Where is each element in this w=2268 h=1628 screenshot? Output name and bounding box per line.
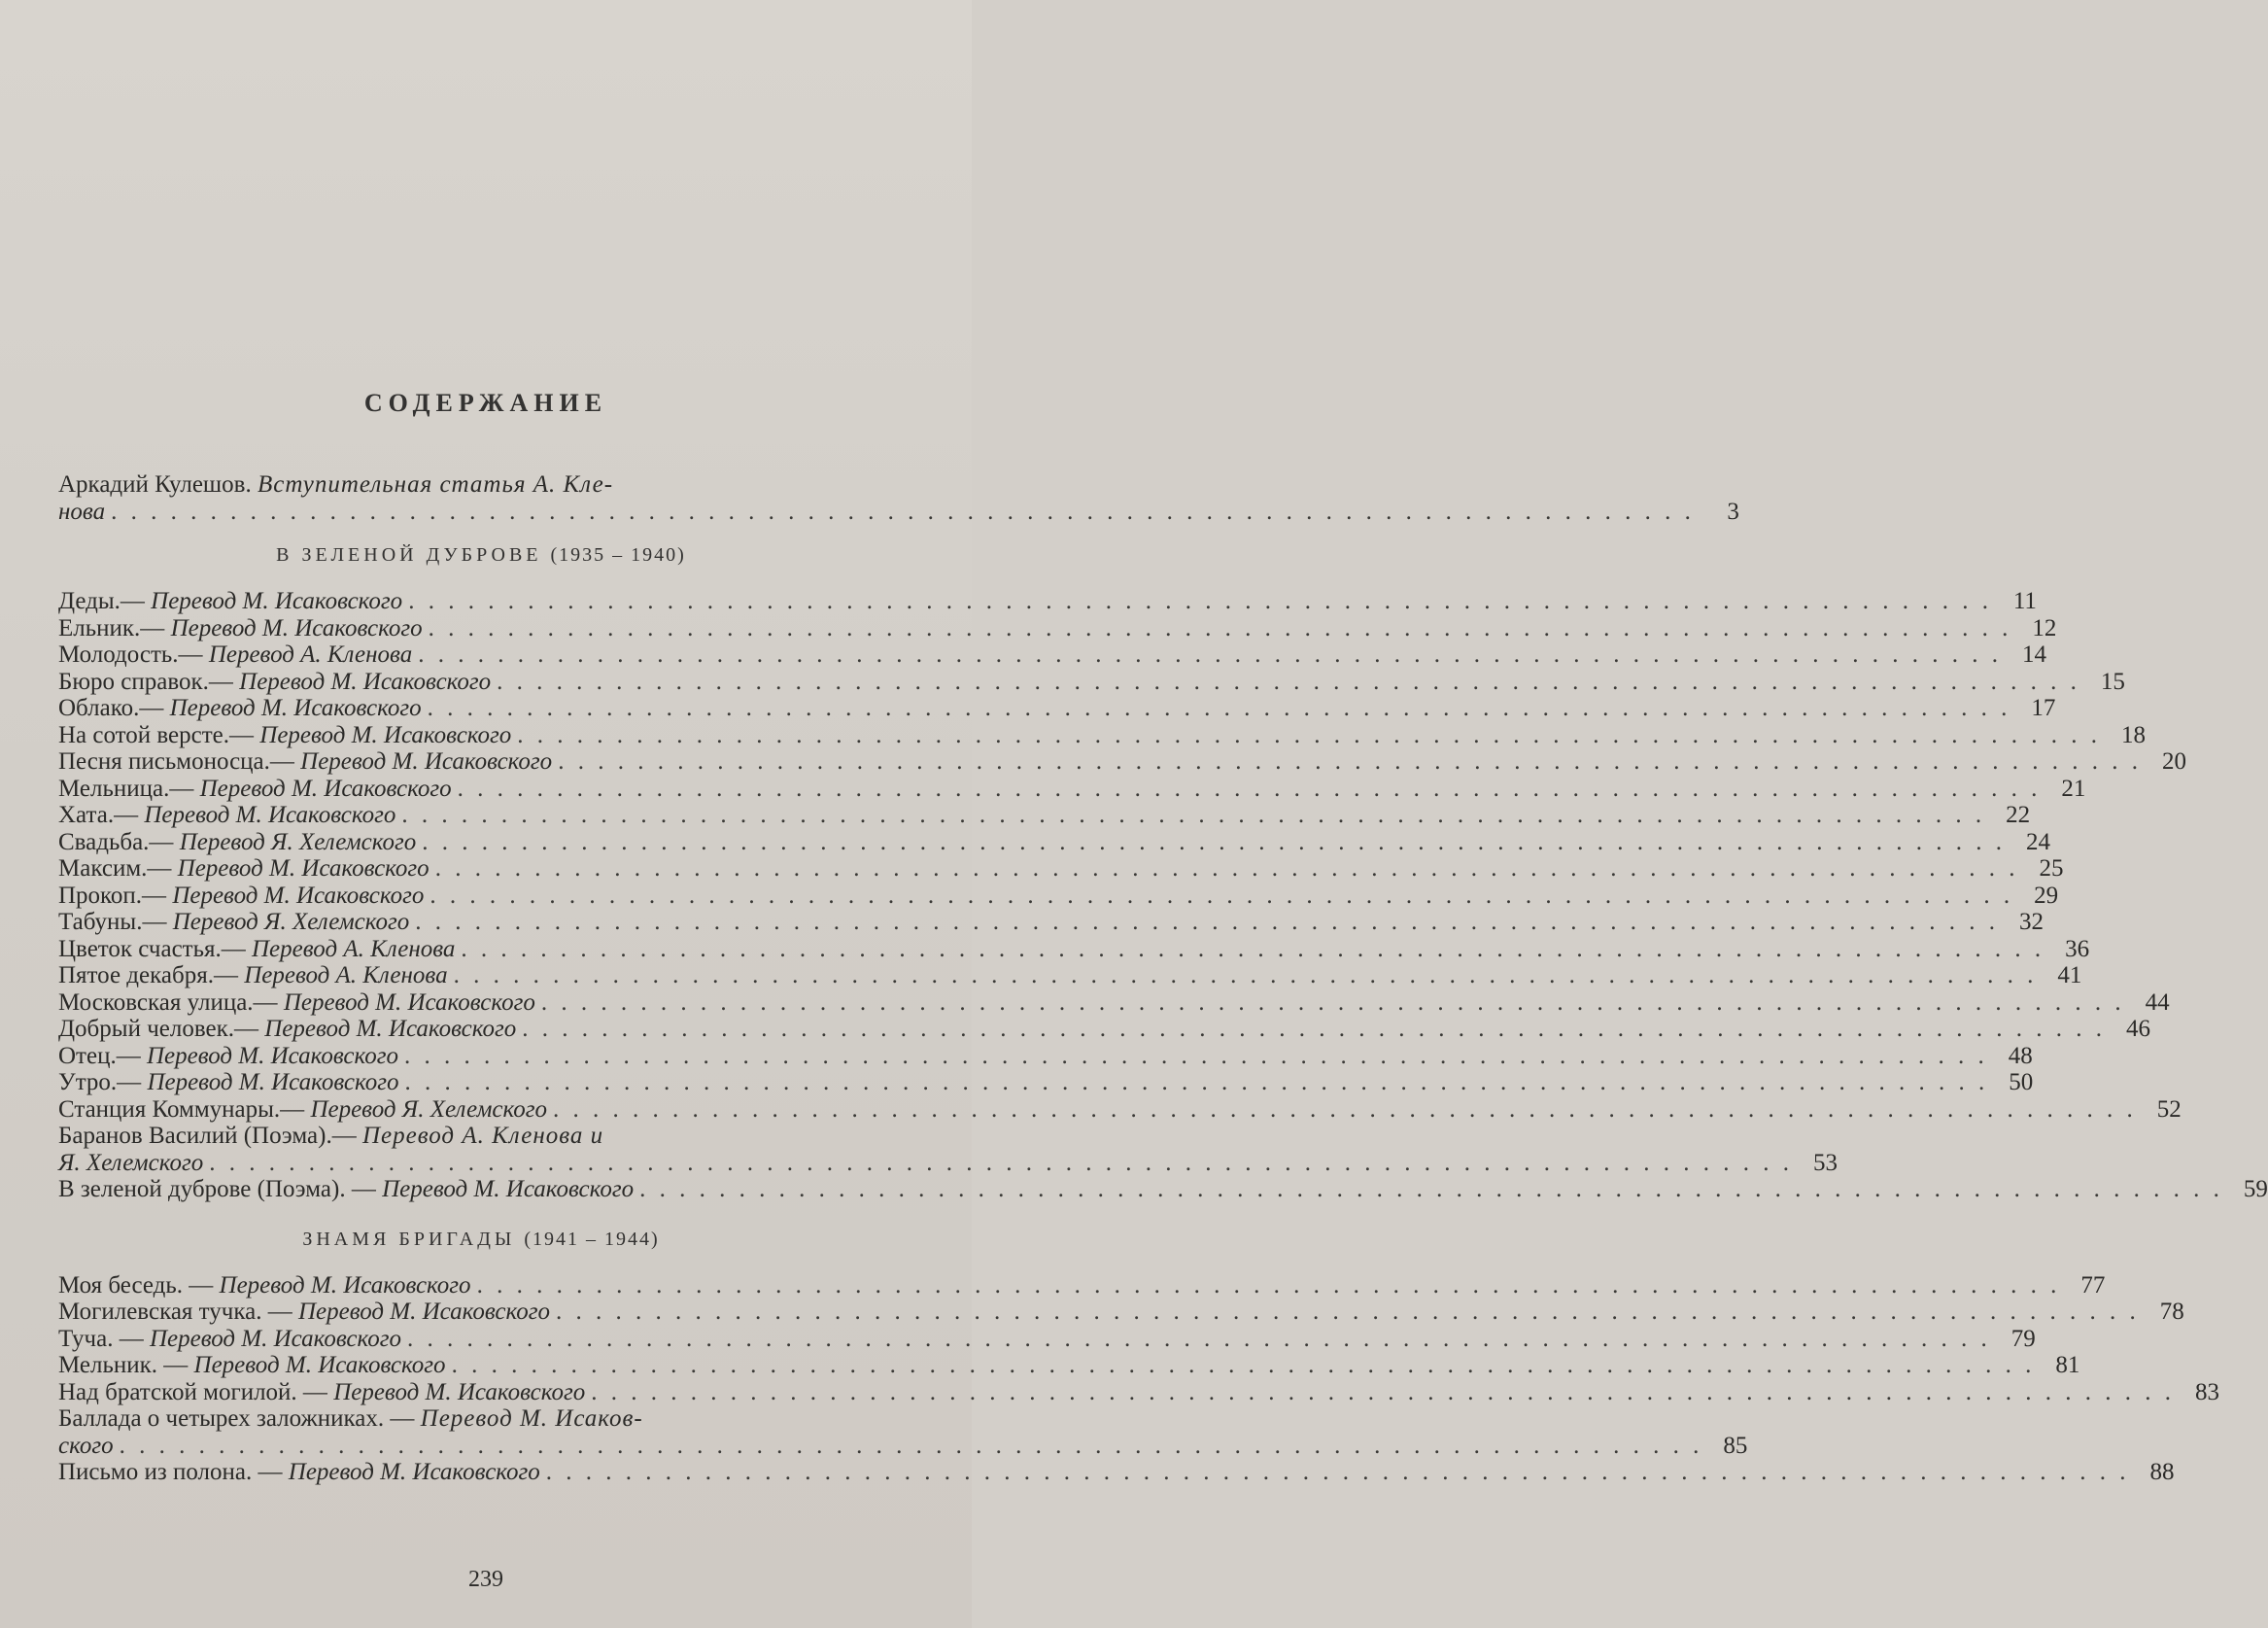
entry-translator: Перевод М. Исаковского (283, 988, 535, 1016)
entry-title: Бюро справок.— (58, 668, 233, 695)
page-number: 29 (2034, 882, 2059, 909)
page-number: 77 (2080, 1271, 2106, 1299)
entry-title: Пятое декабря.— (58, 962, 238, 988)
page-number: 17 (2031, 695, 2056, 721)
entry-title: Облако.— (58, 695, 164, 721)
toc-entry (58, 1459, 2175, 1486)
page-number: 14 (2021, 641, 2046, 668)
entry-translator: Перевод М. Исаковского (172, 882, 425, 909)
leader-dots: . . . . . . . . . . . . . . . . . . . . . . . . . . . . . . . . . . . . . . . . . . . . . . . . . . . . . . . . . . . . . . . . . . . . . . . . . . . . . . . . (428, 614, 2012, 641)
page-number: 85 (1723, 1432, 1748, 1459)
leader-dots: . . . . . . . . . . . . . . . . . . . . . . . . . . . . . . . . . . . . . . . . . . . . . . . . . . . . . . . . . . . . . . . . . . . . . . . . . . . . . . . . (415, 909, 2000, 935)
entry-translator: Перевод М. Исаковского (151, 588, 403, 614)
toc-entry (58, 775, 2086, 803)
intro-title: Вступительная статья А. Кле- (257, 471, 614, 498)
toc-entry (58, 988, 2170, 1017)
leader-dots: . . . . . . . . . . . . . . . . . . . . . . . . . . . . . . . . . . . . . . . . . . . . . . . . . . . . . . . . . . . . . . . . . . . . . . . . . . . . . . . . (517, 721, 2102, 748)
toc-entry (58, 695, 2056, 722)
entry-translator: Перевод М. Исаковского (300, 748, 553, 775)
entry-title: Хата.— (58, 802, 139, 828)
page-number: 3 (1727, 498, 1739, 525)
entry-translator: Перевод М. Исаковского (219, 1271, 471, 1299)
entry-translator: Перевод М. Исаковского (144, 802, 396, 828)
entry-translator: Перевод М. Исаковского (297, 1299, 550, 1325)
entry-translator: Перевод М. Исаковского (288, 1459, 540, 1485)
page-number: 88 (2149, 1459, 2175, 1485)
page-number: 20 (2161, 748, 2186, 775)
entry-title: Утро.— (58, 1069, 142, 1095)
toc-entry (58, 909, 2045, 936)
page-number: 79 (2010, 1325, 2036, 1352)
entry-title: Максим.— (58, 855, 172, 882)
page-number: 78 (2159, 1299, 2184, 1325)
entry-title: На сотой версте.— (58, 721, 255, 748)
entry-translator: Перевод М. Исаков- (420, 1405, 643, 1432)
toc-entry (58, 614, 2057, 642)
toc-entry (58, 668, 2125, 696)
toc-entry (58, 641, 2046, 669)
leader-dots: . . . . . . . . . . . . . . . . . . . . . . . . . . . . . . . . . . . . . . . . . . . . . . . . . . . . . . . . . . . . . . . . . . . . . . . . . . . . . . . . (111, 498, 1695, 525)
entry-title: Туча. — (58, 1325, 144, 1352)
toc-entry (58, 1016, 2151, 1043)
toc-entry-wrapped (58, 1123, 1838, 1176)
entry-title: Табуны.— (58, 909, 167, 935)
leader-dots: . . . . . . . . . . . . . . . . . . . . . . . . . . . . . . . . . . . . . . . . . . . . . . . . . . . . . . . . . . . . . . . . . . . . . . . . . . . . . . . . (422, 828, 2006, 855)
entry-title: Над братской могилой. — (58, 1378, 327, 1405)
page-number: 24 (2026, 828, 2050, 855)
section-heading (58, 544, 904, 567)
toc-entry (58, 1176, 2268, 1203)
page-number: 48 (2008, 1042, 2033, 1069)
page-number: 32 (2019, 909, 2045, 935)
entry-title: Ельник.— (58, 614, 165, 641)
toc-entry-intro (58, 471, 1739, 525)
entry-title: Цветок счастья.— (58, 935, 246, 962)
entry-title: Мельница.— (58, 775, 194, 802)
page-number: 21 (2061, 775, 2086, 802)
entry-translator: Перевод М. Исаковского (264, 1016, 517, 1042)
section-title: В ЗЕЛЕНОЙ ДУБРОВЕ (276, 544, 542, 566)
entry-translator: Перевод М. Исаковского (149, 1325, 401, 1352)
entry-title: Песня письмоносца.— (58, 748, 294, 775)
leader-dots: . . . . . . . . . . . . . . . . . . . . . . . . . . . . . . . . . . . . . . . . . . . . . . . . . . . . . . . . . . . . . . . . . . . . . . . . . . . . . . . . (556, 1299, 2140, 1325)
leader-dots: . . . . . . . . . . . . . . . . . . . . . . . . . . . . . . . . . . . . . . . . . . . . . . . . . . . . . . . . . . . . . . . . . . . . . . . . . . . . . . . . (591, 1378, 2175, 1405)
entry-translator: Перевод М. Исаковского (333, 1378, 586, 1405)
entry-translator: Перевод Я. Хелемского (172, 909, 410, 935)
section-entries (58, 588, 2186, 1123)
entry-translator: Перевод Я. Хелемского (179, 828, 417, 855)
toc-entry (58, 748, 2186, 776)
leader-dots: . . . . . . . . . . . . . . . . . . . . . . . . . . . . . . . . . . . . . . . . . . . . . . . . . . . . . . . . . . . . . . . . . . . . . . . . . . . . . . . . (461, 935, 2045, 962)
page-folio: 239 (468, 1567, 503, 1592)
entry-title: Отец.— (58, 1042, 141, 1069)
toc-entry (58, 1042, 2033, 1070)
leader-dots: . . . . . . . . . . . . . . . . . . . . . . . . . . . . . . . . . . . . . . . . . . . . . . . . . . . . . . . . . . . . . . . . . . . . . . . . . . . . . . . . (453, 962, 2038, 988)
leader-dots: . . . . . . . . . . . . . . . . . . . . . . . . . . . . . . . . . . . . . . . . . . . . . . . . . . . . . . . . . . . . . . . . . . . . . . . . . . . . . . . . (451, 1352, 2036, 1378)
page-number: 50 (2009, 1069, 2034, 1095)
intro-author: Аркадий Кулешов. (58, 471, 252, 498)
entry-title: Московская улица.— (58, 988, 278, 1016)
page-number: 15 (2100, 668, 2125, 695)
toc-entry-wrapped (58, 1405, 1748, 1459)
section-years: (1935 – 1940) (550, 544, 686, 566)
entry-translator: Перевод М. Исаковского (170, 614, 423, 641)
entry-title: Моя беседь. — (58, 1271, 214, 1299)
page-number: 22 (2006, 802, 2031, 828)
entry-translator: Перевод М. Исаковского (146, 1042, 398, 1069)
leader-dots: . . . . . . . . . . . . . . . . . . . . . . . . . . . . . . . . . . . . . . . . . . . . . . . . . . . . . . . . . . . . . . . . . . . . . . . . . . . . . . . . (406, 1325, 1991, 1352)
leader-dots: . . . . . . . . . . . . . . . . . . . . . . . . . . . . . . . . . . . . . . . . . . . . . . . . . . . . . . . . . . . . . . . . . . . . . . . . . . . . . . . . (404, 1069, 1989, 1095)
entry-translator: Перевод М. Исаковского (177, 855, 430, 882)
leader-dots: . . . . . . . . . . . . . . . . . . . . . . . . . . . . . . . . . . . . . . . . . . . . . . . . . . . . . . . . . . . . . . . . . . . . . . . . . . . . . . . . (418, 641, 2002, 668)
entry-title: Молодость.— (58, 641, 203, 668)
leader-dots: . . . . . . . . . . . . . . . . . . . . . . . . . . . . . . . . . . . . . . . . . . . . . . . . . . . . . . . . . . . . . . . . . . . . . . . . . . . . . . . . (404, 1042, 1988, 1069)
entry-title: Прокоп.— (58, 882, 167, 909)
entry-translator: Перевод М. Исаковского (147, 1069, 399, 1095)
entry-title: Баллада о четырех заложниках. — (58, 1405, 415, 1432)
leader-dots: . . . . . . . . . . . . . . . . . . . . . . . . . . . . . . . . . . . . . . . . . . . . . . . . . . . . . . . . . . . . . . . . . . . . . . . . . . . . . . . . (476, 1271, 2061, 1299)
section-years: (1941 – 1944) (524, 1228, 660, 1250)
leader-dots: . . . . . . . . . . . . . . . . . . . . . . . . . . . . . . . . . . . . . . . . . . . . . . . . . . . . . . . . . . . . . . . . . . . . . . . . . . . . . . . . (540, 988, 2125, 1016)
toc-entry (58, 1299, 2184, 1326)
leader-dots: . . . . . . . . . . . . . . . . . . . . . . . . . . . . . . . . . . . . . . . . . . . . . . . . . . . . . . . . . . . . . . . . . . . . . . . . . . . . . . . . (522, 1016, 2107, 1042)
entry-title: Свадьба.— (58, 828, 174, 855)
page-number: 18 (2121, 721, 2147, 748)
page-number: 12 (2032, 614, 2057, 641)
page-number: 44 (2145, 988, 2170, 1016)
toc-entry (58, 882, 2059, 910)
toc-entry (58, 828, 2050, 856)
toc-entry (58, 1271, 2106, 1299)
section-entries (58, 1271, 2219, 1406)
toc-entry (58, 1378, 2219, 1406)
entry-translator: Перевод М. Исаковского (259, 721, 512, 748)
entry-title: В зеленой дуброве (Поэма). — (58, 1176, 376, 1202)
leader-dots: . . . . . . . . . . . . . . . . . . . . . . . . . . . . . . . . . . . . . . . . . . . . . . . . . . . . . . . . . . . . . . . . . . . . . . . . . . . . . . . . (497, 668, 2080, 695)
leader-dots: . . . . . . . . . . . . . . . . . . . . . . . . . . . . . . . . . . . . . . . . . . . . . . . . . . . . . . . . . . . . . . . . . . . . . . . . . . . . . . . . (545, 1459, 2130, 1485)
leader-dots: . . . . . . . . . . . . . . . . . . . . . . . . . . . . . . . . . . . . . . . . . . . . . . . . . . . . . . . . . . . . . . . . . . . . . . . . . . . . . . . . (119, 1432, 1703, 1459)
section-title: ЗНАМЯ БРИГАДЫ (302, 1228, 516, 1250)
entry-translator: Перевод М. Исаковского (169, 695, 422, 721)
toc-entry (58, 802, 2031, 829)
entry-translator: Перевод М. Исаковского (199, 775, 452, 802)
toc-entry (58, 935, 2090, 963)
entry-translator: Перевод М. Исаковского (382, 1176, 635, 1202)
leader-dots: . . . . . . . . . . . . . . . . . . . . . . . . . . . . . . . . . . . . . . . . . . . . . . . . . . . . . . . . . . . . . . . . . . . . . . . . . . . . . . . . (639, 1176, 2223, 1202)
leader-dots: . . . . . . . . . . . . . . . . . . . . . . . . . . . . . . . . . . . . . . . . . . . . . . . . . . . . . . . . . . . . . . . . . . . . . . . . . . . . . . . . (457, 775, 2042, 802)
toc-entry (58, 962, 2082, 989)
page-number: 59 (2243, 1176, 2268, 1202)
page-number: 36 (2065, 935, 2090, 962)
section-heading (58, 1229, 904, 1251)
entry-title: Станция Коммунары.— (58, 1095, 305, 1123)
page-number: 53 (1812, 1149, 1838, 1176)
leader-dots: . . . . . . . . . . . . . . . . . . . . . . . . . . . . . . . . . . . . . . . . . . . . . . . . . . . . . . . . . . . . . . . . . . . . . . . . . . . . . . . . (401, 802, 1986, 828)
toc-entry (58, 1095, 2182, 1124)
entry-title: Мельник. — (58, 1352, 189, 1378)
page-number: 25 (2039, 855, 2064, 882)
leader-dots: . . . . . . . . . . . . . . . . . . . . . . . . . . . . . . . . . . . . . . . . . . . . . . . . . . . . . . . . . . . . . . . . . . . . . . . . . . . . . . . . (430, 882, 2014, 909)
leader-dots: . . . . . . . . . . . . . . . . . . . . . . . . . . . . . . . . . . . . . . . . . . . . . . . . . . . . . . . . . . . . . . . . . . . . . . . . . . . . . . . . (434, 855, 2019, 882)
toc-entry (58, 855, 2064, 883)
entry-title: Баранов Василий (Поэма).— (58, 1123, 357, 1149)
toc-entry (58, 1352, 2080, 1379)
entry-title: Добрый человек.— (58, 1016, 258, 1042)
leader-dots: . . . . . . . . . . . . . . . . . . . . . . . . . . . . . . . . . . . . . . . . . . . . . . . . . . . . . . . . . . . . . . . . . . . . . . . . . . . . . . . . (209, 1149, 1793, 1176)
leader-dots: . . . . . . . . . . . . . . . . . . . . . . . . . . . . . . . . . . . . . . . . . . . . . . . . . . . . . . . . . . . . . . . . . . . . . . . . . . . . . . . . (408, 588, 1992, 614)
entry-translator: Перевод А. Кленова и (361, 1123, 604, 1149)
leader-dots: . . . . . . . . . . . . . . . . . . . . . . . . . . . . . . . . . . . . . . . . . . . . . . . . . . . . . . . . . . . . . . . . . . . . . . . . . . . . . . . . (558, 748, 2142, 775)
entry-translator: Перевод М. Исаковского (193, 1352, 446, 1378)
table-of-contents (58, 471, 2268, 1486)
leader-dots: . . . . . . . . . . . . . . . . . . . . . . . . . . . . . . . . . . . . . . . . . . . . . . . . . . . . . . . . . . . . . . . . . . . . . . . . . . . . . . . . (553, 1095, 2137, 1123)
page-number: 41 (2057, 962, 2082, 988)
entry-title: Письмо из полона. — (58, 1459, 283, 1485)
entry-translator: Перевод М. Исаковского (239, 668, 492, 695)
entry-translator-cont: ского (58, 1432, 114, 1459)
page-number: 46 (2126, 1016, 2151, 1042)
page-number: 52 (2156, 1095, 2182, 1123)
entry-title: Деды.— (58, 588, 145, 614)
toc-entry (58, 1069, 2034, 1096)
toc-entry (58, 588, 2037, 615)
intro-title-cont: нова (58, 498, 106, 525)
entry-translator-cont: Я. Хелемского (58, 1149, 204, 1176)
toc-entry (58, 1325, 2036, 1353)
entry-translator: Перевод А. Кленова (208, 641, 413, 668)
page-number: 11 (2012, 588, 2037, 614)
page-number: 83 (2194, 1378, 2219, 1405)
entry-translator: Перевод А. Кленова (252, 935, 456, 962)
page-number: 81 (2055, 1352, 2080, 1378)
page-title: СОДЕРЖАНИЕ (363, 389, 608, 417)
leader-dots: . . . . . . . . . . . . . . . . . . . . . . . . . . . . . . . . . . . . . . . . . . . . . . . . . . . . . . . . . . . . . . . . . . . . . . . . . . . . . . . . (427, 695, 2011, 721)
entry-translator: Перевод А. Кленова (244, 962, 448, 988)
entry-translator: Перевод Я. Хелемского (310, 1095, 547, 1123)
toc-entry (58, 721, 2147, 749)
entry-title: Могилевская тучка. — (58, 1299, 292, 1325)
